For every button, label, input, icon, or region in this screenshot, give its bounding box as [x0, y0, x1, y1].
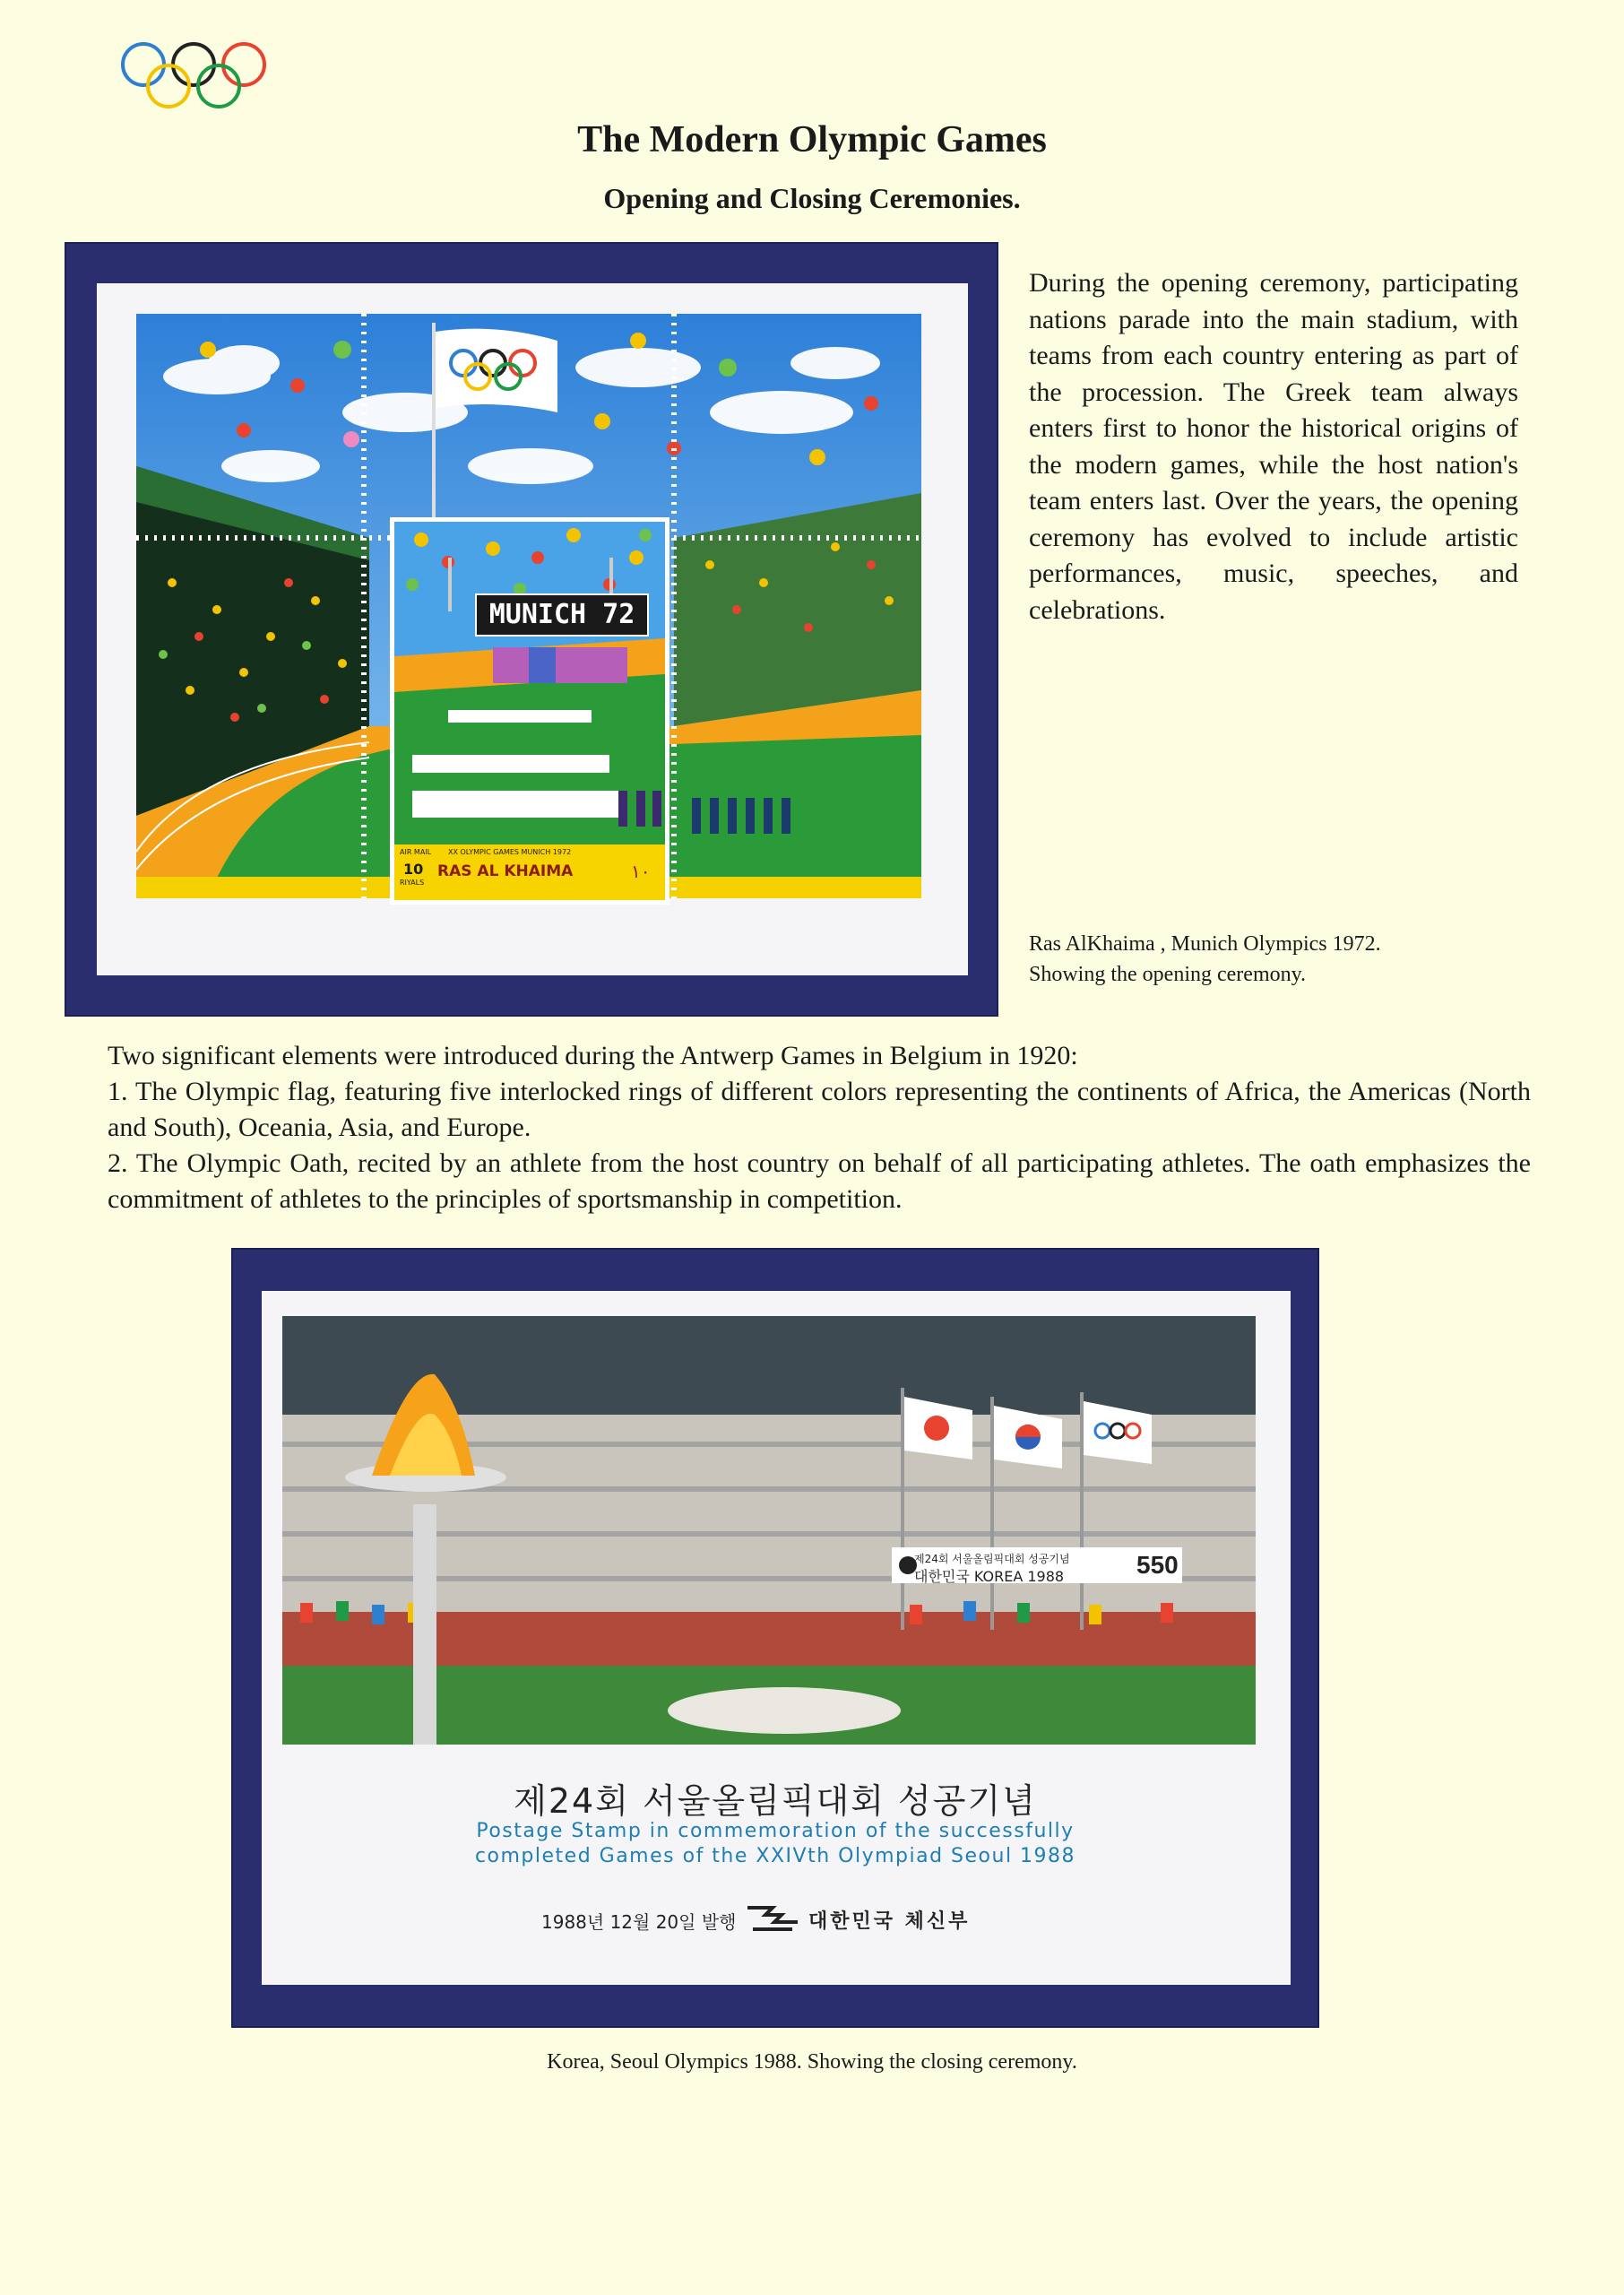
munich-stamp-country: RAS AL KHAIMA	[437, 862, 574, 880]
seoul-stamp-value: 550	[1136, 1551, 1179, 1579]
munich-stamp-artwork	[394, 522, 665, 844]
ring-red	[223, 44, 264, 85]
seoul-korean-title: 제24회 서울올림픽대회 성공기념	[514, 1781, 1037, 1821]
seoul-caption: Korea, Seoul Olympics 1988. Showing the closing ceremony.	[547, 2050, 1077, 2074]
olympic-rings-logo	[117, 38, 271, 111]
page-title: The Modern Olympic Games	[577, 119, 1047, 160]
seoul-description-line2: completed Games of the XXIVth Olympiad Seoul 1988	[474, 1845, 1076, 1867]
seoul-ministry: 대한민국 체신부	[808, 1910, 971, 1933]
munich-stamp-value: 10	[403, 861, 424, 878]
ring-black	[173, 44, 214, 85]
munich-games-label: XX OLYMPIC GAMES MUNICH 1972	[448, 848, 572, 856]
ring-blue	[123, 44, 164, 85]
seoul-stadium-photo	[282, 1316, 1256, 1745]
munich-stamp	[394, 522, 665, 900]
seoul-stamp-label-korean: 제24회 서울올림픽대회 성공기념	[914, 1553, 1070, 1565]
seoul-stamp-label: 대한민국 KOREA 1988	[914, 1568, 1065, 1585]
ring-yellow	[148, 65, 189, 107]
olympic-oath-item: 2. The Olympic Oath, recited by an athlete from the host country on behalf of all participating athletes. The oath emphasizes the commitment of athletes to the principles of sportsmanship in competition.	[108, 1148, 1531, 1214]
munich-caption-line2: Showing the opening ceremony.	[1029, 963, 1307, 986]
olympic-flag-item: 1. The Olympic flag, featuring five interlocked rings of different colors representing the continents of Africa, the Americas (North and South), Oceania, Asia, and Europe.	[108, 1077, 1531, 1142]
munich-scoreboard: MUNICH 72	[475, 593, 649, 637]
munich-caption-line1: Ras AlKhaima , Munich Olympics 1972.	[1029, 932, 1381, 956]
antwerp-intro: Two significant elements were introduced during the Antwerp Games in Belgium in 1920:	[108, 1041, 1078, 1070]
ring-green	[198, 65, 239, 107]
munich-stamp-value-strip	[394, 844, 665, 900]
page-subtitle: Opening and Closing Ceremonies.	[603, 182, 1021, 214]
munich-airmail-label: AIR MAIL	[400, 848, 432, 856]
seoul-description-line1: Postage Stamp in commemoration of the successfully	[476, 1820, 1075, 1842]
munich-stamp-arabic-value: ١٠	[631, 861, 651, 882]
antwerp-text	[108, 1038, 1531, 1217]
korea-post-logo-icon	[746, 1902, 801, 1935]
munich-stamp-currency: RIYALS	[400, 879, 425, 887]
opening-ceremony-text: During the opening ceremony, participating nations parade into the main stadium, with teams from each country entering as part of the procession. The Greek team always enters first to honor the historical origins of the modern games, while the host nation's team enters last. Over the years, the opening ceremony has evolved to include artistic performances, music, speeches, and celebrations.	[1029, 268, 1518, 625]
seoul-issue-date: 1988년 12월 20일 발행	[541, 1911, 737, 1933]
